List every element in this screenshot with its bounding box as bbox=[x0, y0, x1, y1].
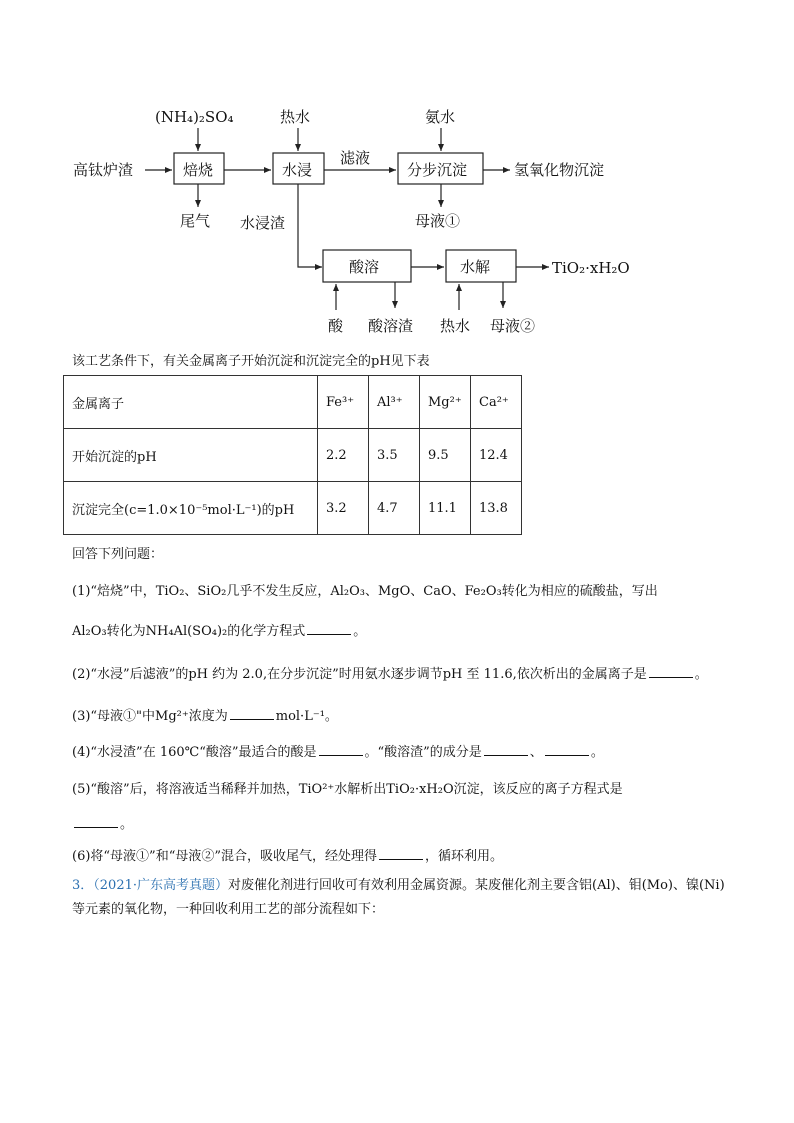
table-cell: 3.5 bbox=[369, 429, 420, 482]
problem-text: 对废催化剂进行回收可有效利用金属资源。某废催化剂主要含铝(Al)、钼(Mo)、镍(Ni)等元素的氧化物，一种回收利用工艺的部分流程如下： bbox=[72, 878, 725, 917]
problem-source: （2021·广东高考真题） bbox=[93, 878, 228, 893]
product-label: TiO₂·xH₂O bbox=[552, 259, 630, 277]
table-cell: 11.1 bbox=[420, 482, 471, 535]
box-water-leach-label: 水浸 bbox=[282, 161, 313, 179]
hot-water2-label: 热水 bbox=[440, 317, 471, 335]
table-row bbox=[64, 482, 522, 535]
table-cell: 3.2 bbox=[318, 482, 369, 535]
question-1-line2: Al₂O₃转化为NH₄Al(SO₄)₂的化学方程式 。 bbox=[72, 624, 367, 639]
filtrate-label: 滤液 bbox=[340, 149, 371, 167]
question-3: (3)“母液①"中Mg²⁺浓度为 mol·L⁻¹。 bbox=[72, 709, 338, 724]
answer-blank[interactable] bbox=[484, 754, 528, 756]
answer-blank[interactable] bbox=[230, 718, 274, 720]
box-acid-dissolve-label: 酸溶 bbox=[349, 258, 380, 276]
table-cell: 12.4 bbox=[471, 429, 522, 482]
process-flowchart bbox=[0, 0, 794, 345]
answer-prompt: 回答下列问题： bbox=[72, 547, 164, 562]
answer-blank[interactable] bbox=[74, 826, 118, 828]
tail-gas-label: 尾气 bbox=[180, 212, 211, 230]
reagent-hot-water: 热水 bbox=[280, 108, 311, 126]
table-cell: 9.5 bbox=[420, 429, 471, 482]
answer-blank[interactable] bbox=[379, 858, 423, 860]
table-intro: 该工艺条件下，有关金属离子开始沉淀和沉淀完全的pH见下表 bbox=[72, 354, 430, 369]
hydroxide-precipitate-label: 氢氧化物沉淀 bbox=[514, 161, 605, 179]
mother-liquor2-label: 母液② bbox=[490, 317, 536, 335]
question-2: (2)“水浸”后滤液”的pH 约为 2.0,在分步沉淀”时用氨水逐步调节pH 至 11.6,依次析出的金属离子是 。 bbox=[72, 667, 708, 682]
acid-residue-label: 酸溶渣 bbox=[368, 317, 414, 335]
table-row bbox=[64, 429, 522, 482]
table-cell: 4.7 bbox=[369, 482, 420, 535]
table-header-cell: 金属离子 bbox=[64, 376, 318, 429]
acid-label: 酸 bbox=[328, 317, 344, 335]
reagent-ammonium-sulfate: (NH₄)₂SO₄ bbox=[155, 108, 234, 126]
question-1-line1: (1)“焙烧”中，TiO₂、SiO₂几乎不发生反应，Al₂O₃、MgO、CaO、Fe₂O₃转化为相应的硫酸盐，写出 bbox=[72, 584, 658, 599]
leach-residue-label: 水浸渣 bbox=[240, 214, 286, 232]
box-stepwise-precipitation-label: 分步沉淀 bbox=[407, 161, 468, 179]
table-row-label: 沉淀完全(c=1.0×10⁻⁵mol·L⁻¹)的pH bbox=[64, 482, 318, 535]
table-header-cell: Mg²⁺ bbox=[420, 376, 471, 429]
mother-liquor1-label: 母液① bbox=[415, 212, 461, 230]
question-5-line2: 。 bbox=[72, 813, 133, 832]
next-problem bbox=[72, 874, 732, 922]
raw-material-label: 高钛炉渣 bbox=[73, 161, 134, 179]
answer-blank[interactable] bbox=[307, 633, 351, 635]
table-row-label: 开始沉淀的pH bbox=[64, 429, 318, 482]
table-header-cell: Al³⁺ bbox=[369, 376, 420, 429]
ph-table bbox=[63, 375, 522, 535]
question-4: (4)“水浸渣”在 160℃“酸溶”最适合的酸是 。“酸溶渣”的成分是 、 。 bbox=[72, 745, 604, 760]
table-cell: 2.2 bbox=[318, 429, 369, 482]
question-6: (6)将“母液①”和“母液②”混合，吸收尾气，经处理得 ，循环利用。 bbox=[72, 849, 504, 864]
reagent-ammonia-water: 氨水 bbox=[425, 108, 456, 126]
table-header-cell: Ca²⁺ bbox=[471, 376, 522, 429]
table-row bbox=[64, 376, 522, 429]
table-cell: 13.8 bbox=[471, 482, 522, 535]
box-roasting-label: 焙烧 bbox=[183, 161, 214, 179]
answer-blank[interactable] bbox=[649, 676, 693, 678]
arrow-residue-to-acid bbox=[298, 184, 321, 267]
problem-number: 3． bbox=[72, 878, 94, 893]
answer-blank[interactable] bbox=[545, 754, 589, 756]
question-5-line1: (5)“酸溶”后，将溶液适当稀释并加热，TiO²⁺水解析出TiO₂·xH₂O沉淀，该反应的离子方程式是 bbox=[72, 782, 623, 797]
answer-blank[interactable] bbox=[319, 754, 363, 756]
box-hydrolysis-label: 水解 bbox=[460, 258, 491, 276]
table-header-cell: Fe³⁺ bbox=[318, 376, 369, 429]
